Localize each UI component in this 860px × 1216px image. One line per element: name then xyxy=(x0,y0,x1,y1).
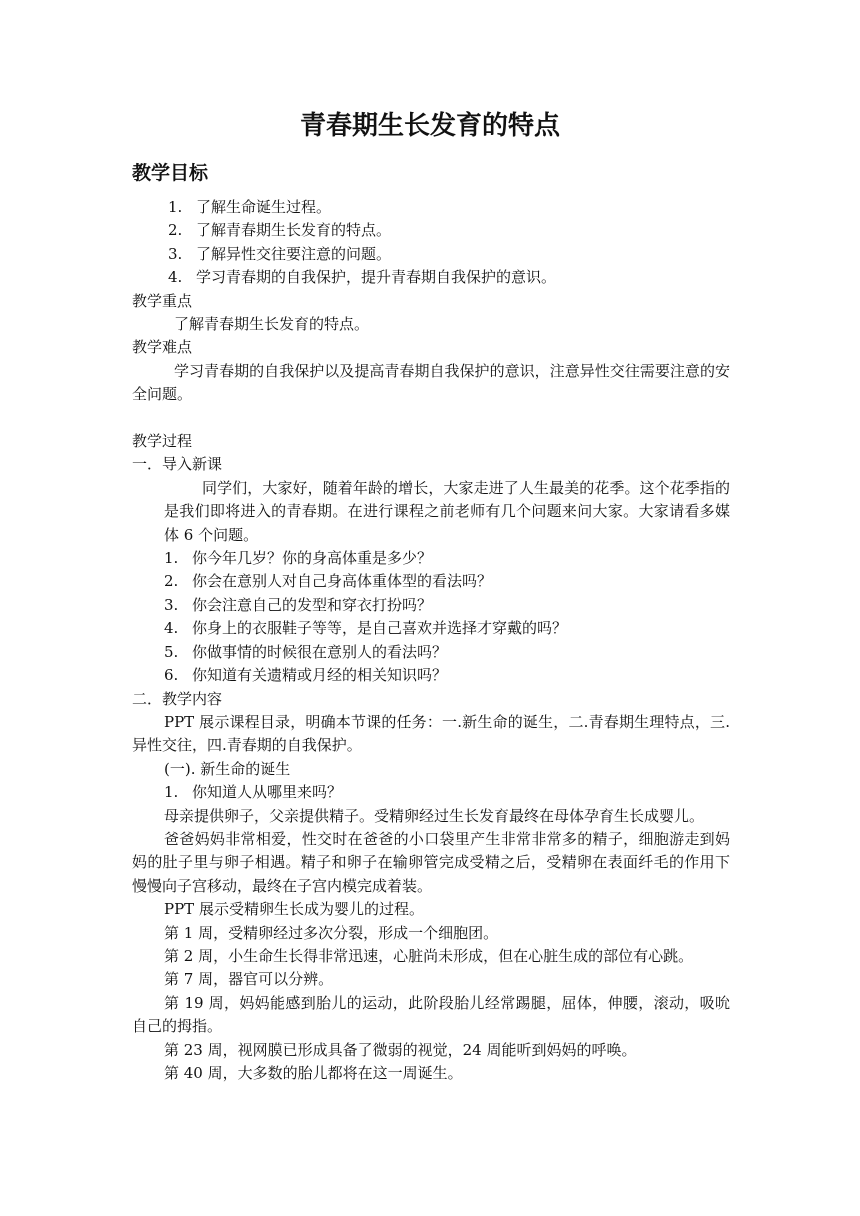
document-body xyxy=(132,196,730,1085)
question-item: 3. 你会注意自己的发型和穿衣打扮吗？ xyxy=(164,595,433,614)
paragraph: 第 7 周，器官可以分辨。 xyxy=(164,970,334,989)
paragraph: 第 23 周，视网膜已形成具备了微弱的视觉，24 周能听到妈妈的呼唤。 xyxy=(164,1040,637,1059)
paragraph: 第 19 周，妈妈能感到胎儿的运动，此阶段胎儿经常踢腿，屈体，伸腰，滚动，吸吮自己的拇指。 xyxy=(132,993,730,1036)
paragraph: 第 2 周，小生命生长得非常迅速，心脏尚未形成，但在心脏生成的部位有心跳。 xyxy=(164,946,694,965)
question-origin: 1. 你知道人从哪里来吗？ xyxy=(164,783,343,802)
intro-text: 同学们，大家好，随着年龄的增长，大家走进了人生最美的花季。这个花季指的是我们即将进入的青春期。在进行课程之前老师有几个问题来问大家。大家请看多媒体 6 个问题。 xyxy=(164,478,730,544)
spacer xyxy=(132,407,730,430)
paragraph: 第 40 周，大多数的胎儿都将在这一周诞生。 xyxy=(164,1064,463,1083)
question-item: 5. 你做事情的时候很在意别人的看法吗？ xyxy=(164,642,448,661)
paragraph: 第 1 周，受精卵经过多次分裂，形成一个细胞团。 xyxy=(164,923,499,942)
section1-heading: (一). 新生命的诞生 xyxy=(164,759,291,778)
key-point-heading: 教学重点 xyxy=(132,291,193,310)
difficulty-text: 学习青春期的自我保护以及提高青春期自我保护的意识，注意异性交往需要注意的安全问题。 xyxy=(132,361,730,404)
question-item: 6. 你知道有关遗精或月经的相关知识吗？ xyxy=(164,666,448,685)
paragraph: 爸爸妈妈非常相爱，性交时在爸爸的小口袋里产生非常非常多的精子，细胞游走到妈妈的肚子里与卵子相遇。精子和卵子在输卵管完成受精之后，受精卵在表面纤毛的作用下慢慢向子宫移动，最终在子宫内模完成着装。 xyxy=(132,829,730,895)
content-heading: 二．教学内容 xyxy=(132,689,223,708)
intro-block xyxy=(132,477,730,688)
objective-item: 4. 学习青春期的自我保护，提升青春期自我保护的意识。 xyxy=(168,268,557,287)
process-heading: 教学过程 xyxy=(132,432,193,451)
objective-item: 2. 了解青春期生长发育的特点。 xyxy=(168,221,392,240)
document-title: 青春期生长发育的特点 xyxy=(299,111,560,141)
intro-heading: 一．导入新课 xyxy=(132,455,223,474)
content-intro: PPT 展示课程目录，明确本节课的任务：一.新生命的诞生，二.青春期生理特点，三.异性交往，四.青春期的自我保护。 xyxy=(132,712,730,755)
question-item: 4. 你身上的衣服鞋子等等，是自己喜欢并选择才穿戴的吗？ xyxy=(164,619,568,638)
difficulty-heading: 教学难点 xyxy=(132,338,193,357)
paragraph: 母亲提供卵子，父亲提供精子。受精卵经过生长发育最终在母体孕育生长成婴儿。 xyxy=(164,806,705,825)
question-item: 2. 你会在意别人对自己身高体重体型的看法吗？ xyxy=(164,572,493,591)
paragraph: PPT 展示受精卵生长成为婴儿的过程。 xyxy=(164,900,424,919)
key-point-text: 了解青春期生长发育的特点。 xyxy=(174,315,370,334)
objective-item: 3. 了解异性交往要注意的问题。 xyxy=(168,244,392,263)
objective-item: 1. 了解生命诞生过程。 xyxy=(168,198,332,216)
question-item: 1. 你今年几岁？你的身高体重是多少？ xyxy=(164,549,433,568)
objectives-heading: 教学目标 xyxy=(132,162,209,184)
